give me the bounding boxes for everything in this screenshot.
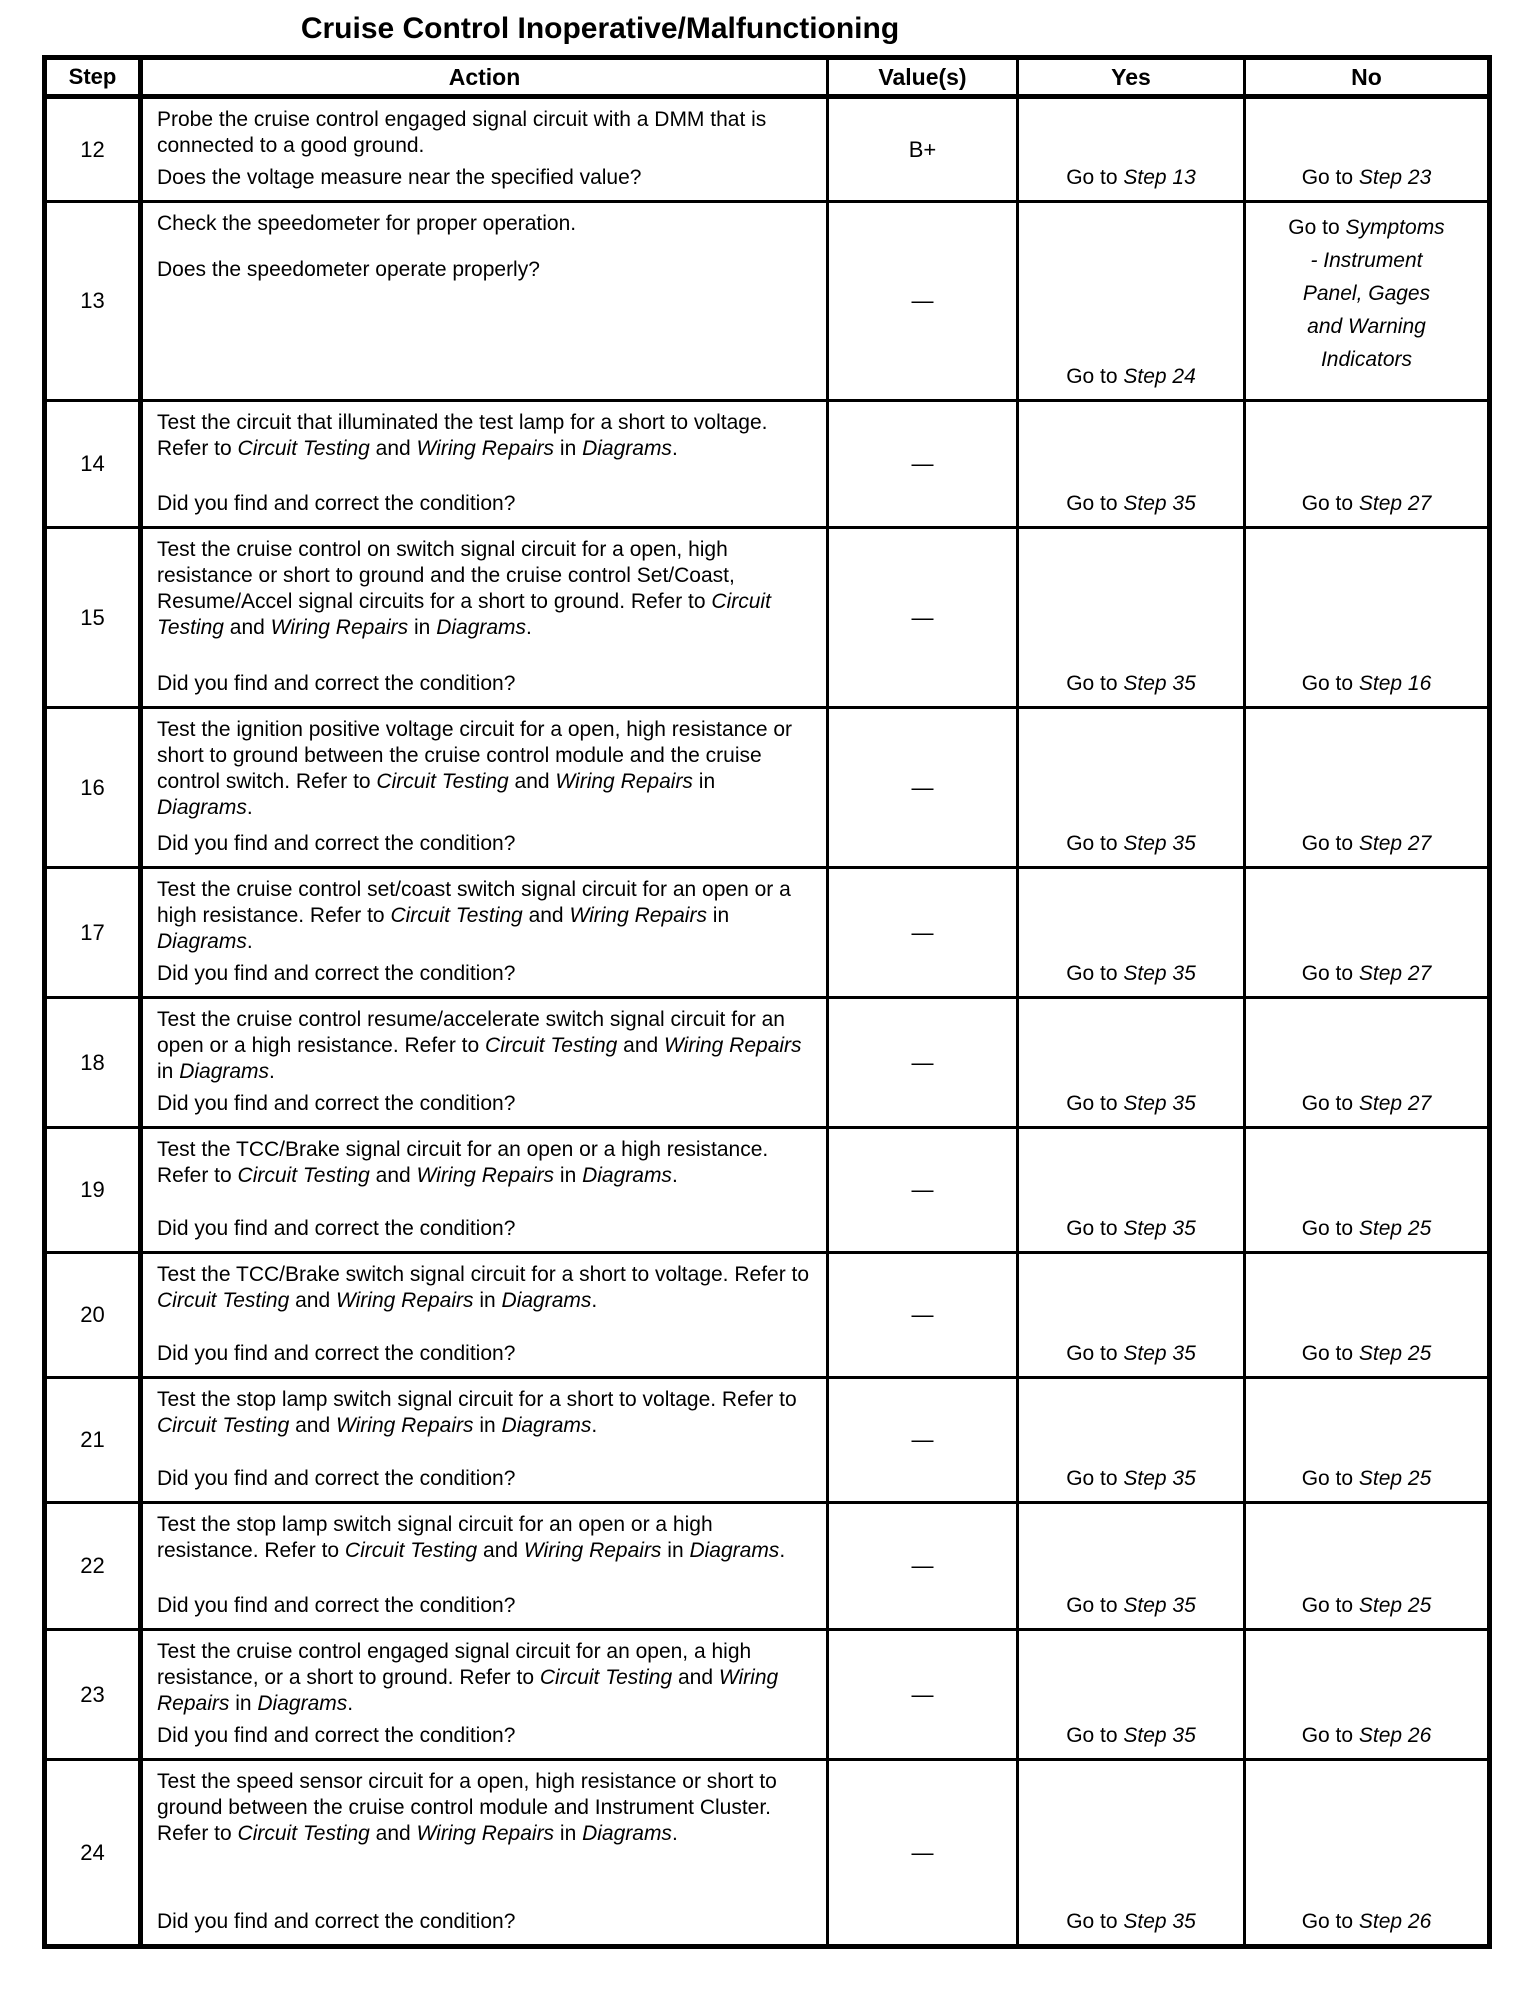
text-segment: Check the speedometer for proper operation. <box>157 212 577 235</box>
text-segment: Go to <box>1301 672 1359 695</box>
no-goto-text <box>1302 1216 1432 1242</box>
action-cell <box>143 1631 829 1758</box>
text-segment: Go to <box>1288 216 1346 239</box>
value-cell: — <box>829 1504 1019 1628</box>
yes-cell <box>1019 1254 1246 1376</box>
italic-reference: Panel, Gages <box>1302 282 1431 305</box>
yes-cell <box>1019 709 1246 866</box>
text-segment: Probe the cruise control engaged signal circuit with a DMM that is connected to a good ground. <box>157 108 767 157</box>
yes-cell <box>1019 1631 1246 1758</box>
value-cell: B+ <box>829 99 1019 200</box>
italic-reference: Wiring Repairs <box>416 1822 555 1845</box>
no-cell <box>1246 99 1487 200</box>
text-segment: Test the cruise control on switch signal circuit for a open, high resistance or short to ground and the cruise control Set/Coast, Resume/Accel signal circuits for a short to ground. Refer to <box>157 538 735 613</box>
action-cell <box>143 529 829 706</box>
text-segment: and <box>508 770 556 793</box>
column-header-action: Action <box>143 60 829 94</box>
value-cell: — <box>829 529 1019 706</box>
text-segment: in <box>661 1539 690 1562</box>
no-cell <box>1246 402 1487 526</box>
yes-cell <box>1019 529 1246 706</box>
italic-reference: Circuit Testing <box>390 904 523 927</box>
italic-reference: Wiring Repairs <box>416 1164 555 1187</box>
italic-reference: Step 35 <box>1123 1467 1196 1490</box>
text-segment: Test the stop lamp switch signal circuit for an open or a high resistance. Refer to <box>157 1513 713 1562</box>
text-segment: and <box>369 1164 417 1187</box>
step-number: 24 <box>47 1761 143 1944</box>
text-segment: . <box>591 1289 598 1312</box>
text-segment: Test the ignition positive voltage circuit for a open, high resistance or short to ground between the cruise control module and the cruise control switch. Refer to <box>157 718 793 793</box>
text-segment: Test the TCC/Brake signal circuit for an open or a high resistance. Refer to <box>157 1138 769 1187</box>
no-cell <box>1246 1129 1487 1251</box>
step-number: 14 <box>47 402 143 526</box>
text-segment: . <box>526 616 532 639</box>
text-segment: Go to <box>1066 962 1124 985</box>
text-segment: in <box>157 1060 180 1083</box>
step-number: 12 <box>47 99 143 200</box>
value-cell: — <box>829 1631 1019 1758</box>
text-segment: and <box>672 1666 719 1689</box>
value-cell: — <box>829 1761 1019 1944</box>
yes-goto-text <box>1066 364 1196 390</box>
value-cell: — <box>829 869 1019 996</box>
italic-reference: - Instrument <box>1310 249 1423 272</box>
italic-reference: Step 35 <box>1123 492 1196 515</box>
table-row <box>47 1631 1487 1761</box>
text-segment: Go to <box>1301 166 1359 189</box>
table-row <box>47 1379 1487 1504</box>
text-segment: . <box>671 437 678 460</box>
value-cell: — <box>829 709 1019 866</box>
italic-reference: Diagrams <box>436 616 527 639</box>
no-goto-text <box>1302 1466 1432 1492</box>
text-segment: Go to <box>1066 672 1124 695</box>
yes-cell <box>1019 1504 1246 1628</box>
no-goto-text <box>1302 671 1432 697</box>
value-cell: — <box>829 1254 1019 1376</box>
italic-reference: Step 27 <box>1358 492 1432 515</box>
question-text: Did you find and correct the condition? <box>157 1217 516 1240</box>
yes-goto-text <box>1066 1723 1196 1749</box>
text-segment: . <box>246 930 253 953</box>
italic-reference: Step 25 <box>1358 1217 1432 1240</box>
step-number: 20 <box>47 1254 143 1376</box>
text-segment: Go to <box>1066 832 1124 855</box>
italic-reference: Step 35 <box>1123 672 1196 695</box>
yes-goto-text <box>1066 1909 1196 1935</box>
text-segment: Go to <box>1066 492 1124 515</box>
italic-reference: Circuit Testing <box>237 1822 370 1845</box>
question-text: Did you find and correct the condition? <box>157 492 516 515</box>
text-segment: Test the cruise control set/coast switch signal circuit for an open or a high resistance. Refer to <box>157 878 791 927</box>
question-text: Did you find and correct the condition? <box>157 1594 516 1617</box>
question-text: Did you find and correct the condition? <box>157 1467 516 1490</box>
text-segment: in <box>554 1164 583 1187</box>
step-number: 19 <box>47 1129 143 1251</box>
yes-cell <box>1019 203 1246 399</box>
italic-reference: Diagrams <box>689 1539 780 1562</box>
italic-reference: Step 35 <box>1123 1342 1196 1365</box>
italic-reference: Diagrams <box>179 1060 270 1083</box>
action-text <box>157 410 812 462</box>
no-cell <box>1246 869 1487 996</box>
text-segment: Go to <box>1301 1724 1359 1747</box>
step-number: 21 <box>47 1379 143 1501</box>
italic-reference: and Warning <box>1307 315 1426 338</box>
table-row <box>47 402 1487 529</box>
no-cell <box>1246 1761 1487 1944</box>
text-segment: Go to <box>1066 166 1124 189</box>
action-text <box>157 717 812 821</box>
action-text <box>157 1137 812 1189</box>
table-row <box>47 1761 1487 1944</box>
text-segment: in <box>473 1289 502 1312</box>
italic-reference: Step 13 <box>1123 166 1196 189</box>
text-segment: Test the stop lamp switch signal circuit for a short to voltage. Refer to <box>157 1388 797 1411</box>
action-cell <box>143 869 829 996</box>
action-text <box>157 1639 812 1717</box>
action-text <box>157 211 812 237</box>
table-row <box>47 999 1487 1129</box>
text-segment: Go to <box>1301 1594 1359 1617</box>
table-row <box>47 203 1487 402</box>
text-segment: Go to <box>1301 1092 1359 1115</box>
yes-cell <box>1019 869 1246 996</box>
text-segment: and <box>522 904 570 927</box>
no-cell <box>1246 1379 1487 1501</box>
italic-reference: Step 27 <box>1358 832 1432 855</box>
step-number: 15 <box>47 529 143 706</box>
action-text <box>157 877 812 955</box>
value-cell: — <box>829 203 1019 399</box>
table-row <box>47 869 1487 999</box>
italic-reference: Step 35 <box>1123 1594 1196 1617</box>
question-text: Did you find and correct the condition? <box>157 1910 516 1933</box>
action-cell <box>143 1504 829 1628</box>
yes-goto-text <box>1066 961 1196 987</box>
italic-reference: Wiring Repairs <box>416 437 555 460</box>
step-number: 13 <box>47 203 143 399</box>
text-segment: in <box>229 1692 258 1715</box>
yes-cell <box>1019 1379 1246 1501</box>
action-cell <box>143 1761 829 1944</box>
no-goto-text <box>1302 1909 1432 1935</box>
action-cell <box>143 1129 829 1251</box>
action-text <box>157 1769 812 1847</box>
column-header-yes: Yes <box>1019 60 1246 94</box>
no-goto-text <box>1302 1341 1432 1367</box>
yes-goto-text <box>1066 671 1196 697</box>
text-segment: Go to <box>1066 1217 1124 1240</box>
no-cell <box>1246 709 1487 866</box>
question-text: Did you find and correct the condition? <box>157 1092 516 1115</box>
italic-reference: Diagrams <box>501 1289 592 1312</box>
question-text: Does the speedometer operate properly? <box>157 258 540 281</box>
italic-reference: Step 35 <box>1123 1724 1196 1747</box>
action-text <box>157 537 812 641</box>
italic-reference: Circuit Testing <box>237 437 370 460</box>
italic-reference: Step 35 <box>1123 832 1196 855</box>
italic-reference: Diagrams <box>582 1164 672 1187</box>
italic-reference: Step 16 <box>1358 672 1432 695</box>
question-text: Did you find and correct the condition? <box>157 672 516 695</box>
text-segment: . <box>671 1822 678 1845</box>
no-goto-text <box>1288 211 1444 376</box>
italic-reference: Step 35 <box>1123 962 1196 985</box>
text-segment: Go to <box>1066 1092 1124 1115</box>
italic-reference: Step 25 <box>1358 1467 1432 1490</box>
text-segment: in <box>706 904 730 927</box>
text-segment: in <box>408 616 437 639</box>
action-text <box>157 1387 812 1439</box>
italic-reference: Step 35 <box>1123 1217 1196 1240</box>
text-segment: and <box>223 616 271 639</box>
italic-reference: Wiring Repairs <box>664 1034 802 1057</box>
text-segment: Test the TCC/Brake switch signal circuit for a short to voltage. Refer to <box>157 1263 810 1286</box>
action-text <box>157 1512 812 1564</box>
no-cell <box>1246 1504 1487 1628</box>
action-cell <box>143 99 829 200</box>
value-cell: — <box>829 402 1019 526</box>
italic-reference: Circuit Testing <box>539 1666 673 1689</box>
text-segment: and <box>289 1289 336 1312</box>
text-segment: Go to <box>1301 1342 1359 1365</box>
text-segment: . <box>591 1414 598 1437</box>
yes-goto-text <box>1066 1466 1196 1492</box>
table-row <box>47 99 1487 203</box>
text-segment: Go to <box>1301 1467 1359 1490</box>
step-number: 16 <box>47 709 143 866</box>
text-segment: Go to <box>1066 1594 1124 1617</box>
italic-reference: Step 35 <box>1123 1092 1196 1115</box>
text-segment: in <box>554 1822 583 1845</box>
no-goto-text <box>1302 491 1432 517</box>
action-text <box>157 1262 812 1314</box>
italic-reference: Circuit Testing <box>157 1414 290 1437</box>
action-text <box>157 1007 812 1085</box>
text-segment: Go to <box>1066 1342 1124 1365</box>
italic-reference: Step 26 <box>1358 1910 1432 1933</box>
text-segment: and <box>369 437 417 460</box>
no-goto-text <box>1302 1593 1432 1619</box>
no-cell <box>1246 1254 1487 1376</box>
text-segment: in <box>554 437 583 460</box>
italic-reference: Symptoms <box>1345 216 1445 239</box>
italic-reference: Indicators <box>1320 348 1413 371</box>
yes-cell <box>1019 1761 1246 1944</box>
italic-reference: Diagrams <box>582 1822 672 1845</box>
question-text: Did you find and correct the condition? <box>157 832 516 855</box>
question-text: Does the voltage measure near the specified value? <box>157 166 642 189</box>
text-segment: and <box>477 1539 524 1562</box>
step-number: 17 <box>47 869 143 996</box>
step-number: 18 <box>47 999 143 1126</box>
italic-reference: Diagrams <box>257 1692 348 1715</box>
italic-reference: Wiring Repairs <box>336 1289 474 1312</box>
italic-reference: Wiring Repairs <box>569 904 707 927</box>
text-segment: and <box>617 1034 665 1057</box>
italic-reference: Diagrams <box>157 930 247 953</box>
italic-reference: Step 27 <box>1358 1092 1432 1115</box>
text-segment: Go to <box>1066 1724 1124 1747</box>
value-cell: — <box>829 1379 1019 1501</box>
italic-reference: Step 23 <box>1358 166 1432 189</box>
text-segment: Go to <box>1066 1910 1124 1933</box>
text-segment: . <box>347 1692 354 1715</box>
page-title: Cruise Control Inoperative/Malfunctioning <box>300 12 900 45</box>
action-cell <box>143 203 829 399</box>
italic-reference: Step 24 <box>1123 365 1196 388</box>
yes-cell <box>1019 999 1246 1126</box>
italic-reference: Circuit Testing <box>237 1164 370 1187</box>
italic-reference: Wiring Repairs <box>157 1666 779 1715</box>
step-number: 23 <box>47 1631 143 1758</box>
action-cell <box>143 709 829 866</box>
text-segment: Go to <box>1301 962 1359 985</box>
text-segment: . <box>269 1060 275 1083</box>
text-segment: in <box>692 770 716 793</box>
text-segment: Test the speed sensor circuit for a open, high resistance or short to ground between the cruise control module and Instrument Cluster. Refer to <box>157 1770 777 1845</box>
italic-reference: Circuit Testing <box>485 1034 618 1057</box>
yes-cell <box>1019 1129 1246 1251</box>
yes-cell <box>1019 402 1246 526</box>
no-cell <box>1246 203 1487 399</box>
text-segment: Test the circuit that illuminated the test lamp for a short to voltage. Refer to <box>157 411 768 460</box>
italic-reference: Step 26 <box>1358 1724 1432 1747</box>
text-segment: Go to <box>1301 1910 1359 1933</box>
italic-reference: Wiring Repairs <box>336 1414 474 1437</box>
question-text: Did you find and correct the condition? <box>157 1724 516 1747</box>
action-cell <box>143 402 829 526</box>
table-row <box>47 709 1487 869</box>
text-segment: . <box>671 1164 678 1187</box>
column-header-values: Value(s) <box>829 60 1019 94</box>
text-segment: and <box>369 1822 417 1845</box>
no-goto-text <box>1302 165 1432 191</box>
diagnostic-table <box>42 55 1492 1949</box>
no-cell <box>1246 529 1487 706</box>
italic-reference: Circuit Testing <box>157 1289 290 1312</box>
action-text <box>157 107 812 159</box>
text-segment: and <box>289 1414 336 1437</box>
text-segment: Go to <box>1066 1467 1124 1490</box>
text-segment: . <box>779 1539 786 1562</box>
yes-goto-text <box>1066 491 1196 517</box>
table-row <box>47 1504 1487 1631</box>
text-segment: in <box>473 1414 502 1437</box>
no-goto-text <box>1302 1723 1432 1749</box>
text-segment: . <box>246 796 253 819</box>
italic-reference: Circuit Testing <box>376 770 509 793</box>
no-goto-text <box>1302 961 1432 987</box>
yes-goto-text <box>1066 165 1196 191</box>
text-segment: Go to <box>1066 365 1124 388</box>
text-segment: Go to <box>1301 1217 1359 1240</box>
yes-goto-text <box>1066 1593 1196 1619</box>
column-header-step: Step <box>47 60 143 94</box>
italic-reference: Step 25 <box>1358 1594 1432 1617</box>
value-cell: — <box>829 999 1019 1126</box>
yes-goto-text <box>1066 831 1196 857</box>
italic-reference: Diagrams <box>582 437 672 460</box>
column-header-no: No <box>1351 63 1382 90</box>
action-cell <box>143 1379 829 1501</box>
italic-reference: Circuit Testing <box>344 1539 478 1562</box>
question-text: Did you find and correct the condition? <box>157 962 516 985</box>
text-segment: Test the cruise control engaged signal circuit for an open, a high resistance, or a short to ground. Refer to <box>157 1640 752 1689</box>
value-cell: — <box>829 1129 1019 1251</box>
step-number: 22 <box>47 1504 143 1628</box>
italic-reference: Step 35 <box>1123 1910 1196 1933</box>
table-row <box>47 1129 1487 1254</box>
italic-reference: Step 27 <box>1358 962 1432 985</box>
table-row <box>47 1254 1487 1379</box>
italic-reference: Wiring Repairs <box>270 616 409 639</box>
italic-reference: Step 25 <box>1358 1342 1432 1365</box>
text-segment: Test the cruise control resume/accelerate switch signal circuit for an open or a high resistance. Refer to <box>157 1008 785 1057</box>
no-cell <box>1246 999 1487 1126</box>
italic-reference: Diagrams <box>157 796 247 819</box>
action-cell <box>143 1254 829 1376</box>
table-header-row <box>47 60 1487 99</box>
yes-goto-text <box>1066 1216 1196 1242</box>
yes-goto-text <box>1066 1341 1196 1367</box>
italic-reference: Circuit Testing <box>157 590 771 639</box>
no-goto-text <box>1302 831 1432 857</box>
question-text: Did you find and correct the condition? <box>157 1342 516 1365</box>
yes-cell <box>1019 99 1246 200</box>
action-cell <box>143 999 829 1126</box>
yes-goto-text <box>1066 1091 1196 1117</box>
italic-reference: Diagrams <box>501 1414 592 1437</box>
text-segment: Go to <box>1301 492 1359 515</box>
italic-reference: Wiring Repairs <box>523 1539 662 1562</box>
no-goto-text <box>1302 1091 1432 1117</box>
no-cell <box>1246 1631 1487 1758</box>
italic-reference: Wiring Repairs <box>555 770 693 793</box>
table-row <box>47 529 1487 709</box>
text-segment: Go to <box>1301 832 1359 855</box>
